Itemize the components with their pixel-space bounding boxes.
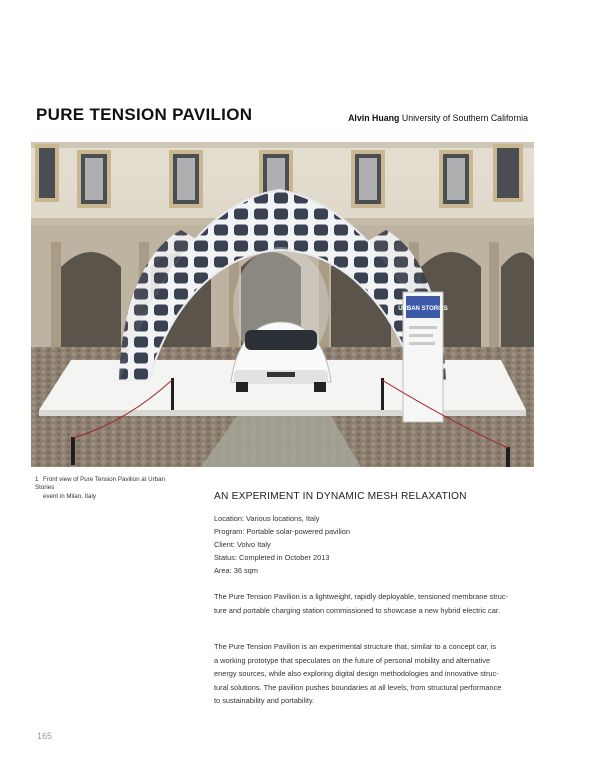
pavilion-photo — [31, 142, 534, 467]
fact-location: Location: Various locations, Italy — [214, 514, 320, 523]
paragraph-line: a working prototype that speculates on the future of personal mobility and alternative — [214, 655, 491, 665]
paragraph-line: tural solutions. The pavilion pushes boundaries at all levels, from structural performance — [214, 682, 502, 692]
caption-line-1: Front view of Pure Tension Pavilion at Urban Stories — [35, 476, 165, 492]
event-sign — [398, 292, 448, 422]
body-paragraph-1 — [214, 590, 530, 617]
paragraph-line: to sustainability and portability. — [214, 696, 315, 706]
sign-text: URBAN STORIES — [398, 306, 448, 312]
author-name: Alvin Huang — [348, 113, 400, 123]
paragraph-line: energy sources, while also exploring digital design methodologies and innovative struc- — [214, 669, 499, 679]
page-number: 165 — [37, 731, 53, 741]
paragraph-line: The Pure Tension Pavilion is an experimental structure that, similar to a concept car, is — [214, 642, 497, 651]
author-line — [348, 113, 528, 123]
fact-status: Status: Completed in October 2013 — [214, 553, 330, 562]
caption-number: 1 — [35, 476, 39, 483]
paragraph-line: The Pure Tension Pavilion is a lightweight, rapidly deployable, tensioned membrane struc- — [214, 592, 509, 601]
caption-line-2: event in Milan, Italy — [43, 492, 96, 500]
project-facts — [214, 512, 350, 577]
figure-caption — [35, 476, 175, 501]
fact-program: Program: Portable solar-powered pavilion — [214, 527, 350, 536]
author-affiliation: University of Southern California — [401, 113, 528, 123]
body-paragraph-2 — [214, 640, 530, 708]
paragraph-line: ture and portable charging station commissioned to showcase a new hybrid electric car. — [214, 605, 500, 615]
article-title: PURE TENSION PAVILION — [36, 105, 253, 124]
section-subheading: AN EXPERIMENT IN DYNAMIC MESH RELAXATION — [214, 491, 467, 502]
fact-client: Client: Volvo Italy — [214, 540, 271, 549]
fact-area: Area: 36 sqm — [214, 566, 258, 575]
